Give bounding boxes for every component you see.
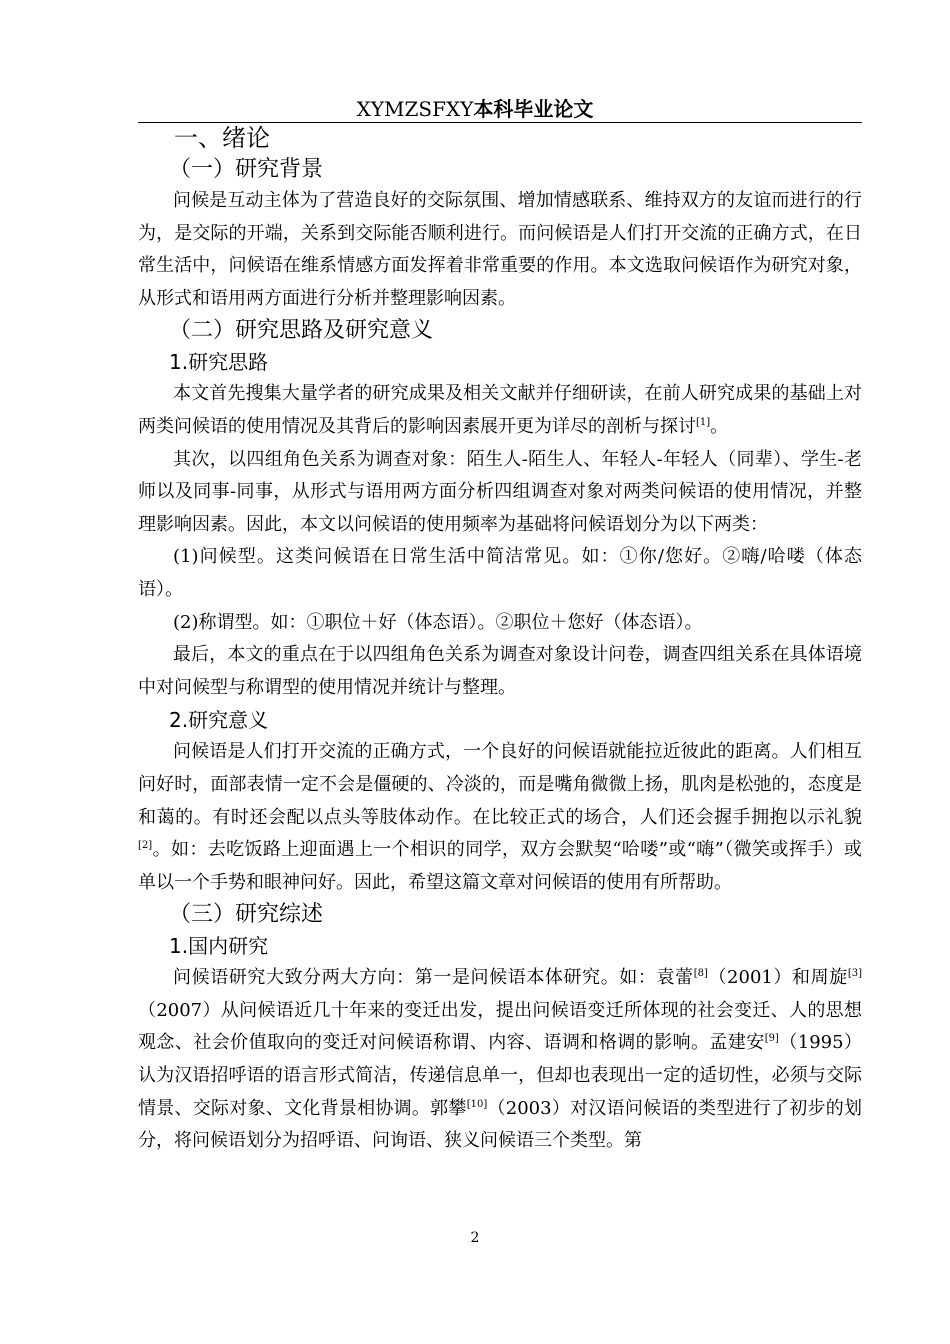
body-content [138,122,862,1158]
section-heading-approach: （二）研究思路及研究意义 [169,318,434,344]
citation: [8] [693,968,708,980]
paragraph: 本文首先搜集大量学者的研究成果及相关文献并仔细研读，在前人研究成果的基础上对两类问候语的使用情况及其背后的影响因素展开更为详尽的剖析与探讨[1]。 [138,383,862,437]
citation: [1] [696,416,711,428]
subsection-heading-approach: 1.研究思路 [169,350,269,375]
section-heading-review: （三）研究综述 [169,902,324,928]
citation: [10] [466,1098,488,1110]
subsection-heading-domestic: 1.国内研究 [169,934,269,959]
paragraph: 最后，本文的重点在于以四组角色关系为调查对象设计问卷，调查四组关系在具体语境中对问候型与称谓型的使用情况并统计与整理。 [138,644,862,698]
paragraph: 其次，以四组角色关系为调查对象：陌生人-陌生人、年轻人-年轻人（同辈）、学生-老师以及同事-同事，从形式与语用两方面分析四组调查对象对两类问候语的使用情况，并整理影响因素。因此，本文以问候语的使用频率为基础将问候语划分为以下两类： [138,448,862,535]
header-title: 本科毕业论文 [473,97,594,121]
list-item: (2)称谓型。如：①职位＋好（体态语）。②职位＋您好（体态语）。 [173,611,703,633]
citation: [9] [764,1033,779,1045]
chapter-heading: 一、绪论 [174,124,270,152]
paragraph: 问候是互动主体为了营造良好的交际氛围、增加情感联系、维持双方的友谊而进行的行为，是交际的开端，关系到交际能否顺利进行。而问候语是人们打开交流的正确方式，在日常生活中，问候语在维系情感方面发挥着非常重要的作用。本文选取问候语作为研究对象，从形式和语用两方面进行分析并整理影响因素。 [138,190,862,309]
header-code: XYMZSFXY [356,97,474,121]
citation: [3] [847,968,863,980]
list-item: (1)问候型。这类问候语在日常生活中简洁常见。如：①你/您好。②嗨/哈喽（体态语）。 [138,546,862,600]
subsection-heading-significance: 2.研究意义 [169,708,269,733]
citation: [2] [138,840,153,852]
section-heading-background: （一）研究背景 [169,157,324,182]
page-number: 2 [470,1230,480,1246]
paragraph: 问候语研究大致分两大方向：第一是问候语本体研究。如：袁蕾[8]（2001）和周旋[3]（2007）从问候语近几十年来的变迁出发，提出问候语变迁所体现的社会变迁、人的思想观念、社会价值取向的变迁对问候语称谓、内容、语调和格调的影响。孟建安[9]（1995）认为汉语招呼语的语言形式简洁，传递信息单一，但却也表现出一定的适切性，必须与交际情景、交际对象、文化背景相协调。郭攀[10]（2003）对汉语问候语的类型进行了初步的划分，将问候语划分为招呼语、问询语、狭义问候语三个类型。第 [138,967,863,1152]
page-header [0,96,950,122]
paragraph: 问候语是人们打开交流的正确方式，一个良好的问候语就能拉近彼此的距离。人们相互问好时，面部表情一定不会是僵硬的、冷淡的，而是嘴角微微上扬，肌肉是松弛的，态度是和蔼的。有时还会配以点头等肢体动作。在比较正式的场合，人们还会握手拥抱以示礼貌[2]。如：去吃饭路上迎面遇上一个相识的同学，双方会默契“哈喽”或“嗨”（微笑或挥手）或单以一个手势和眼神问好。因此，希望这篇文章对问候语的使用有所帮助。 [138,741,862,893]
